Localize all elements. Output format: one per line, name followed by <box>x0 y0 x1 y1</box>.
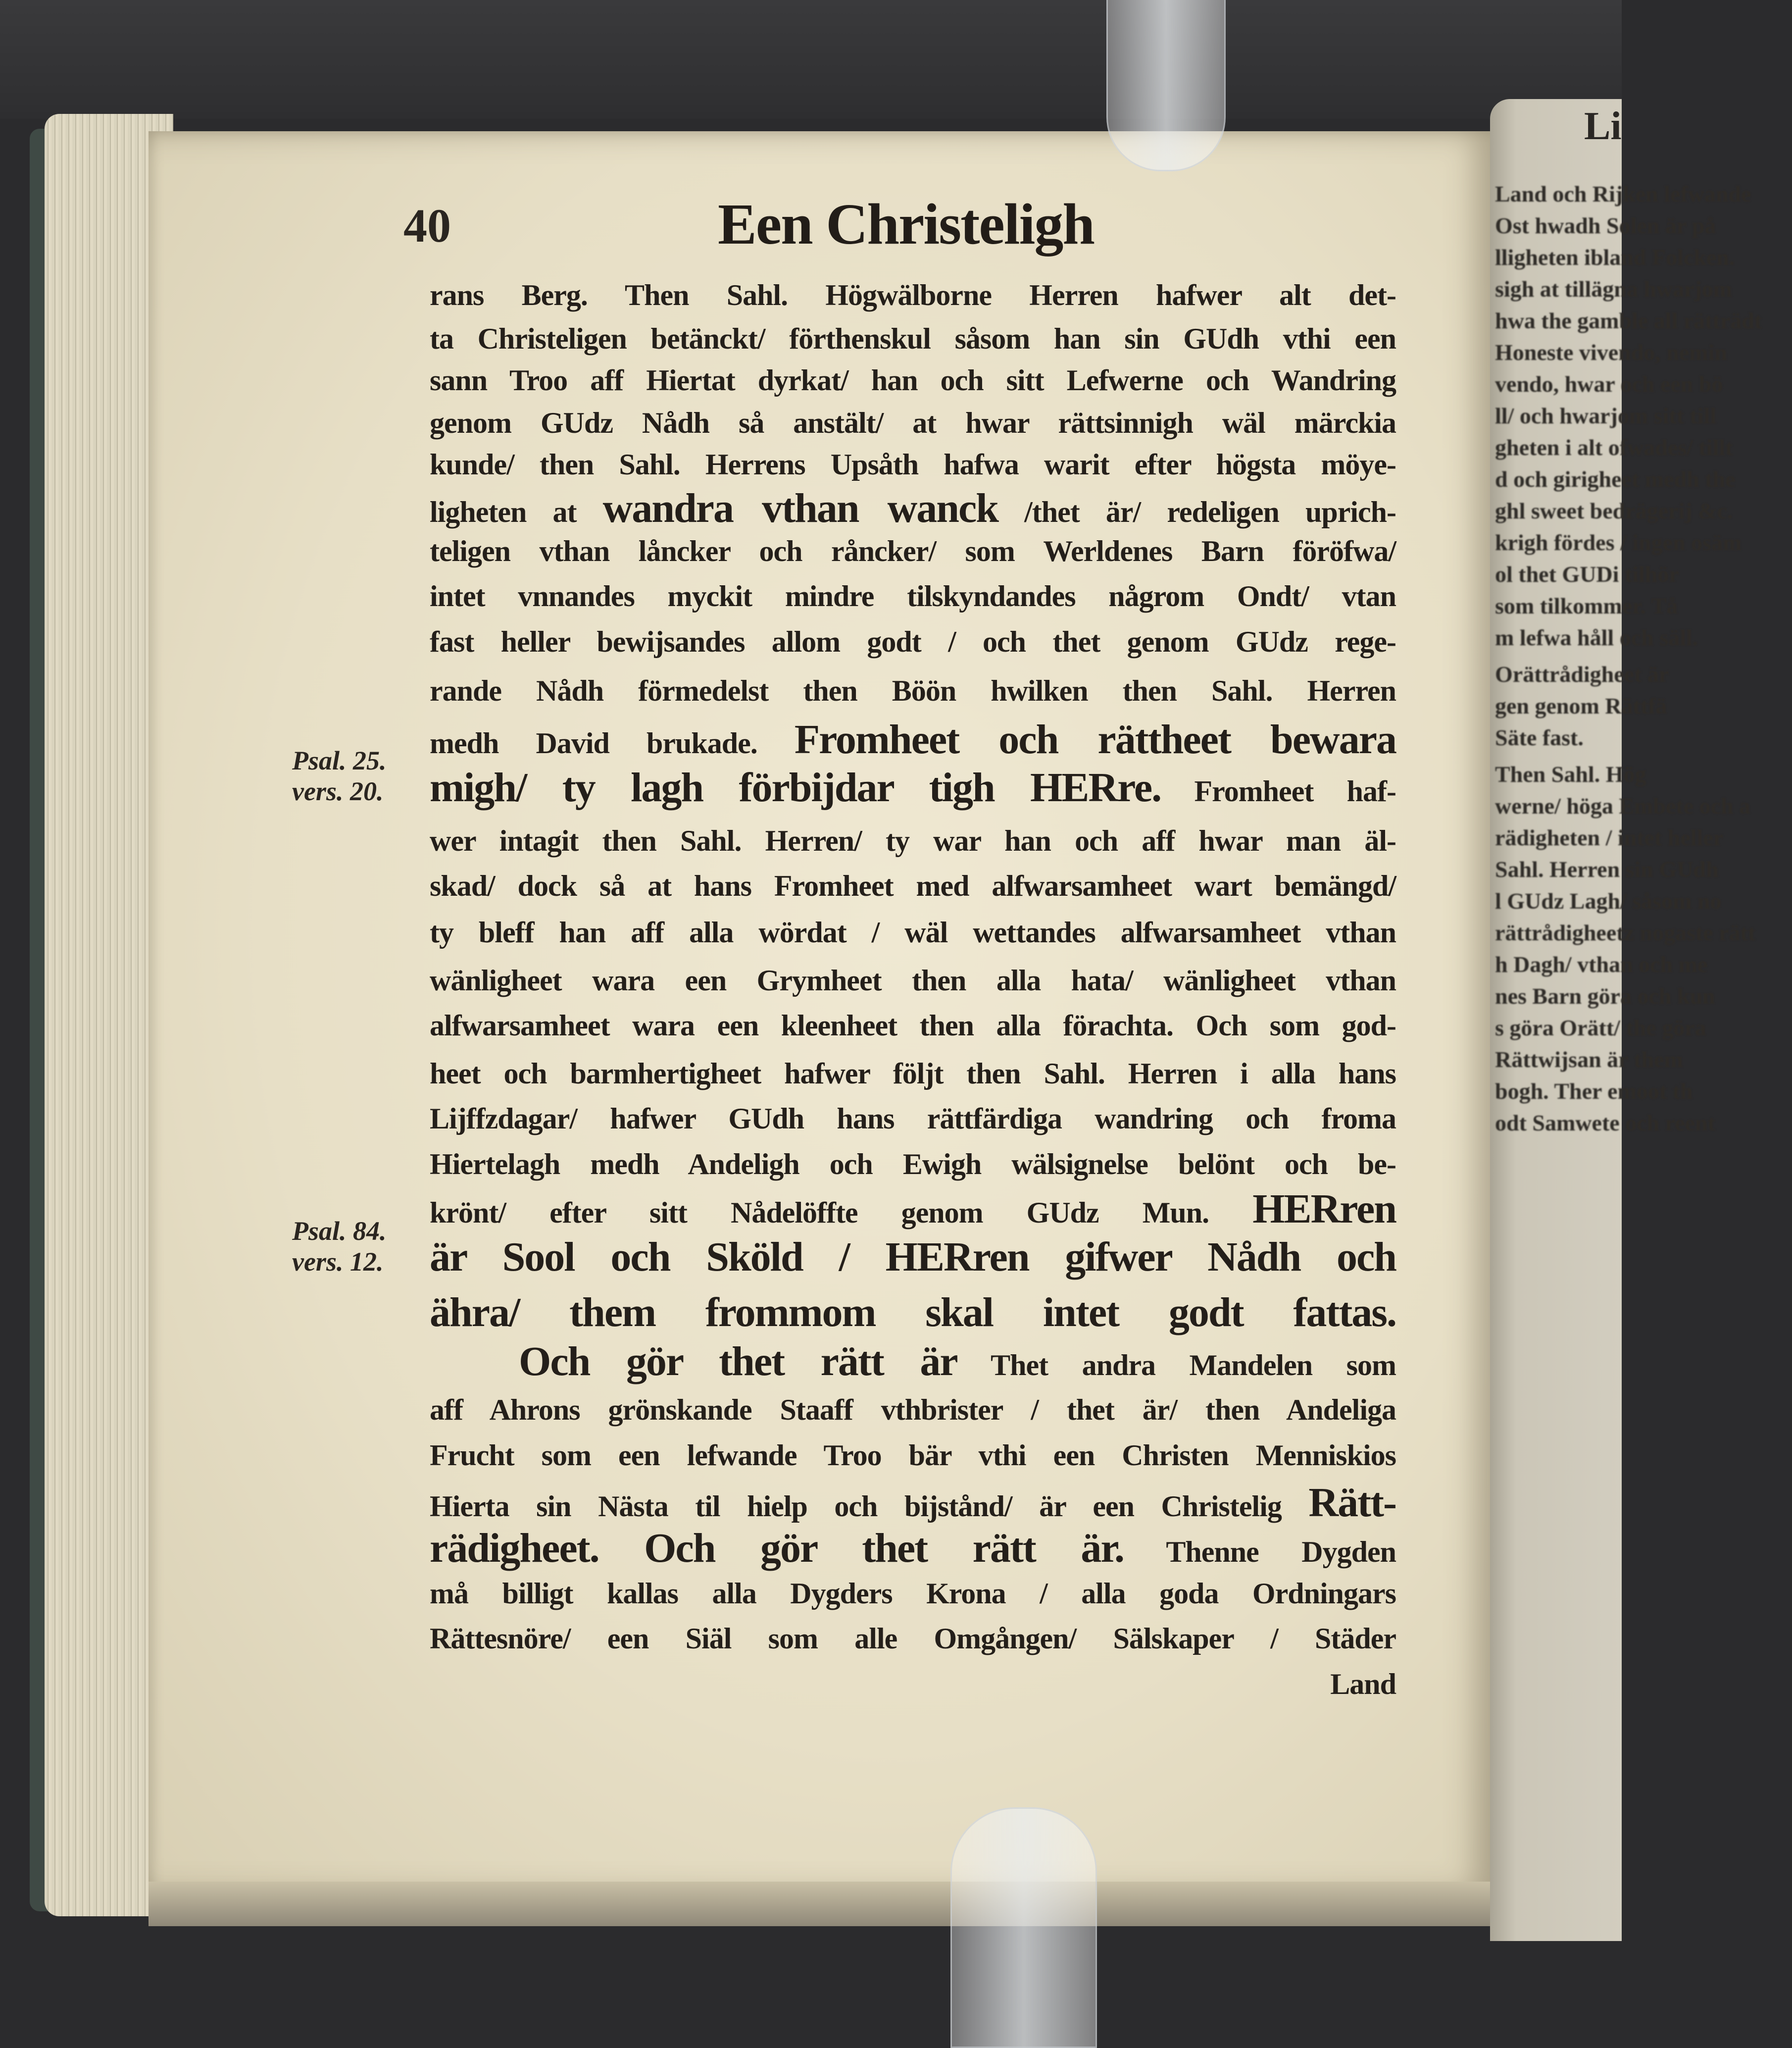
text-line <box>430 571 1396 621</box>
facing-page-line: Sahl. Herren sin GUdh <box>1495 857 1719 882</box>
emphasized-text: Och gör thet rätt är <box>519 1338 957 1384</box>
text-line <box>430 1431 1396 1480</box>
facing-page-line: nes Barn göra och kun <box>1495 983 1715 1009</box>
facing-page-line: ol thet GUDi tilhör <box>1495 562 1679 587</box>
text-segment: Hierta sin Nästa til hielp och bijstånd/ är een Christelig <box>430 1490 1309 1523</box>
facing-page-line: Säte fast. <box>1495 725 1584 750</box>
facing-page-line: odt Samwete och reent <box>1495 1110 1715 1135</box>
emphasized-text: Rätt- <box>1308 1480 1396 1526</box>
facing-page-line: s göra Orätt/ the göra <box>1495 1015 1706 1040</box>
text-segment: /thet är/ redeligen uprich- <box>998 496 1396 528</box>
text-line <box>430 617 1396 666</box>
text-segment: aff Ahrons grönskande Staaff vthbrister / thet är/ then Andeliga <box>430 1393 1396 1426</box>
text-segment: Thet andra Mandelen som <box>957 1349 1396 1382</box>
text-line <box>430 440 1396 489</box>
text-segment: Land <box>1330 1668 1396 1700</box>
facing-page-line: vendo, hwar och een bö <box>1495 371 1723 397</box>
emphasized-text: migh/ ty lagh förbijdar tigh HERre. <box>430 765 1161 811</box>
text-segment: Rättesnöre/ een Siäl som alle Omgången/ Sälskaper / Städer <box>430 1622 1396 1655</box>
text-segment: krönt/ efter sitt Nådelöffte genom GUdz Mun. <box>430 1196 1253 1229</box>
text-line <box>430 1184 1396 1234</box>
text-segment: fast heller bewijsandes allom godt / och thet genom GUdz rege- <box>430 625 1396 658</box>
facing-page-line: gheten i alt ofwades/ tillt <box>1495 435 1733 460</box>
facing-page-line: lligheten ibland Folcken. <box>1495 245 1735 270</box>
running-title: Een Christeligh <box>718 192 1094 256</box>
emphasized-text: är Sool och Sköld / HERren gifwer Nådh och <box>430 1234 1396 1280</box>
text-line <box>430 1001 1396 1050</box>
facing-page-line: l GUdz Lagh/ såsom no <box>1495 888 1722 914</box>
facing-page-line: krigh fördes / ingen osäm <box>1495 530 1742 555</box>
emphasized-text: rädigheet. Och gör thet rätt är. <box>430 1525 1124 1571</box>
text-segment: Lijffzdagar/ hafwer GUdh hans rättfärdiga wandring och froma <box>430 1102 1396 1135</box>
text-segment: ligheten at <box>430 496 603 528</box>
margin-note-psalm: Psal. 84. <box>292 1216 387 1246</box>
text-segment: medh David brukade. <box>430 727 795 760</box>
text-segment: kunde/ then Sahl. Herrens Upsåth hafwa warit efter högsta möye- <box>430 448 1396 481</box>
text-line <box>430 1385 1396 1434</box>
text-segment: rans Berg. Then Sahl. Högwälborne Herren hafwer alt det- <box>430 279 1396 311</box>
text-line <box>430 526 1396 576</box>
facing-page-line: m lefwa håll och säll. <box>1495 625 1698 650</box>
text-segment: Hiertelagh medh Andeligh och Ewigh wälsignelse belönt och be- <box>430 1148 1396 1180</box>
facing-page-line: ll/ och hwarjom sitt till <box>1495 403 1717 428</box>
scanner-background <box>0 0 1622 119</box>
text-segment: wer intagit then Sahl. Herren/ ty war han och aff hwar man äl- <box>430 824 1396 857</box>
text-line <box>430 1094 1396 1143</box>
facing-page <box>1490 99 1762 1941</box>
facing-page-line: bogh. Ther emoot th <box>1495 1078 1693 1104</box>
emphasized-text: wandra vthan wanck <box>602 485 998 531</box>
page-number: 40 <box>403 199 451 252</box>
text-line <box>430 1478 1396 1528</box>
facing-page-line: Then Sahl. Hög <box>1495 762 1646 787</box>
facing-page-line: werne/ höga Embete och a <box>1495 793 1751 819</box>
facing-page-line: hwa the gamble all rätträdt <box>1495 308 1762 333</box>
text-segment: alfwarsamheet wara een kleenheet then alla förachta. Och som god- <box>430 1009 1396 1042</box>
text-line <box>430 1049 1396 1098</box>
text-line <box>430 1232 1396 1282</box>
text-line <box>430 908 1396 957</box>
text-line <box>430 270 1396 320</box>
page-bottom-edge <box>149 1882 1495 1926</box>
text-line <box>430 956 1396 1005</box>
margin-note-verse: vers. 20. <box>292 776 384 806</box>
text-segment: Thenne Dygden <box>1123 1536 1396 1568</box>
page-holder-clip <box>1106 0 1226 171</box>
text-line <box>430 715 1396 765</box>
margin-note-verse: vers. 12. <box>292 1247 384 1277</box>
text-line <box>430 356 1396 405</box>
facing-page-line: rättrådigheetz nogaste rätt <box>1495 920 1756 945</box>
text-segment: ty bleff han aff alla wördat / wäl wettandes alfwarsamheet vthan <box>430 916 1396 949</box>
text-segment: heet och barmhertigheet hafwer följt then Sahl. Herren i alla hans <box>430 1057 1396 1090</box>
text-line <box>430 1524 1396 1573</box>
text-segment: må billigt kallas alla Dygders Krona / alla goda Ordningars <box>430 1577 1396 1610</box>
text-line <box>430 484 1396 533</box>
text-segment: ta Christeligen betänckt/ förthenskul såsom han sin GUdh vthi een <box>430 322 1396 355</box>
facing-page-line: Ost hwadh Solen är på <box>1495 213 1716 238</box>
facing-page-line: ghl sweet bedrägerij &c. <box>1495 498 1733 523</box>
margin-note-reference <box>292 745 387 807</box>
text-segment: Frucht som een lefwande Troo bär vthi een Christen Menniskios <box>430 1439 1396 1472</box>
text-segment: sann Troo aff Hiertat dyrkat/ han och sitt Lefwerne och Wandring <box>430 364 1396 397</box>
text-segment: genom GUdz Nådh så anstält/ at hwar rättsinnigh wäl märckia <box>430 407 1396 439</box>
facing-page-line: sigh at tillägna hwarjom <box>1495 276 1733 302</box>
facing-page-line: Orättrådigheet är <box>1495 662 1669 687</box>
text-segment: skad/ dock så at hans Fromheet med alfwarsamheet wart bemängd/ <box>430 870 1396 902</box>
page-holder-clip <box>950 1807 1097 2048</box>
facing-page-line: Rättwijsan är them <box>1495 1047 1683 1072</box>
text-line <box>430 861 1396 911</box>
text-segment: teligen vthan låncker och råncker/ som Werldenes Barn föröfwa/ <box>430 535 1396 567</box>
margin-note-reference <box>292 1216 387 1277</box>
facing-page-line: rädigheten / intet heller <box>1495 825 1724 850</box>
emphasized-text: HERren <box>1252 1186 1396 1232</box>
text-line <box>430 1288 1396 1337</box>
emphasized-text: Fromheet och rättheet bewara <box>794 717 1396 763</box>
text-line <box>430 1659 1396 1709</box>
text-line <box>430 666 1396 716</box>
margin-note-psalm: Psal. 25. <box>292 746 387 775</box>
text-line <box>430 1569 1396 1618</box>
text-segment: rande Nådh förmedelst then Böön hwilken then Sahl. Herren <box>430 674 1396 707</box>
text-segment: intet vnnandes myckit mindre tilskyndandes någrom Ondt/ vtan <box>430 580 1396 613</box>
text-segment: wänligheet wara een Grymheet then alla hata/ wänligheet vthan <box>430 964 1396 997</box>
text-line <box>430 763 1396 813</box>
text-segment: Fromheet haf- <box>1161 775 1396 808</box>
facing-page-header: Li <box>1584 104 1622 148</box>
facing-page-line: gen genom Rättfä <box>1495 693 1667 718</box>
facing-page-line: d och girigheet medh the <box>1495 466 1736 492</box>
facing-page-text <box>1495 178 1792 1139</box>
text-line <box>430 1337 1396 1386</box>
text-line <box>430 1614 1396 1663</box>
facing-page-line: Honeste vivendo, nemin <box>1495 340 1727 365</box>
emphasized-text: ähra/ them frommom skal intet godt fattas. <box>430 1289 1396 1335</box>
facing-page-line: som tilkommer. Tå <box>1495 593 1678 618</box>
text-line <box>430 1139 1396 1189</box>
text-line <box>430 816 1396 866</box>
facing-page-line: h Dagh/ vthan och me <box>1495 952 1708 977</box>
facing-page-line: Land och Rijken lefwande <box>1495 181 1751 206</box>
